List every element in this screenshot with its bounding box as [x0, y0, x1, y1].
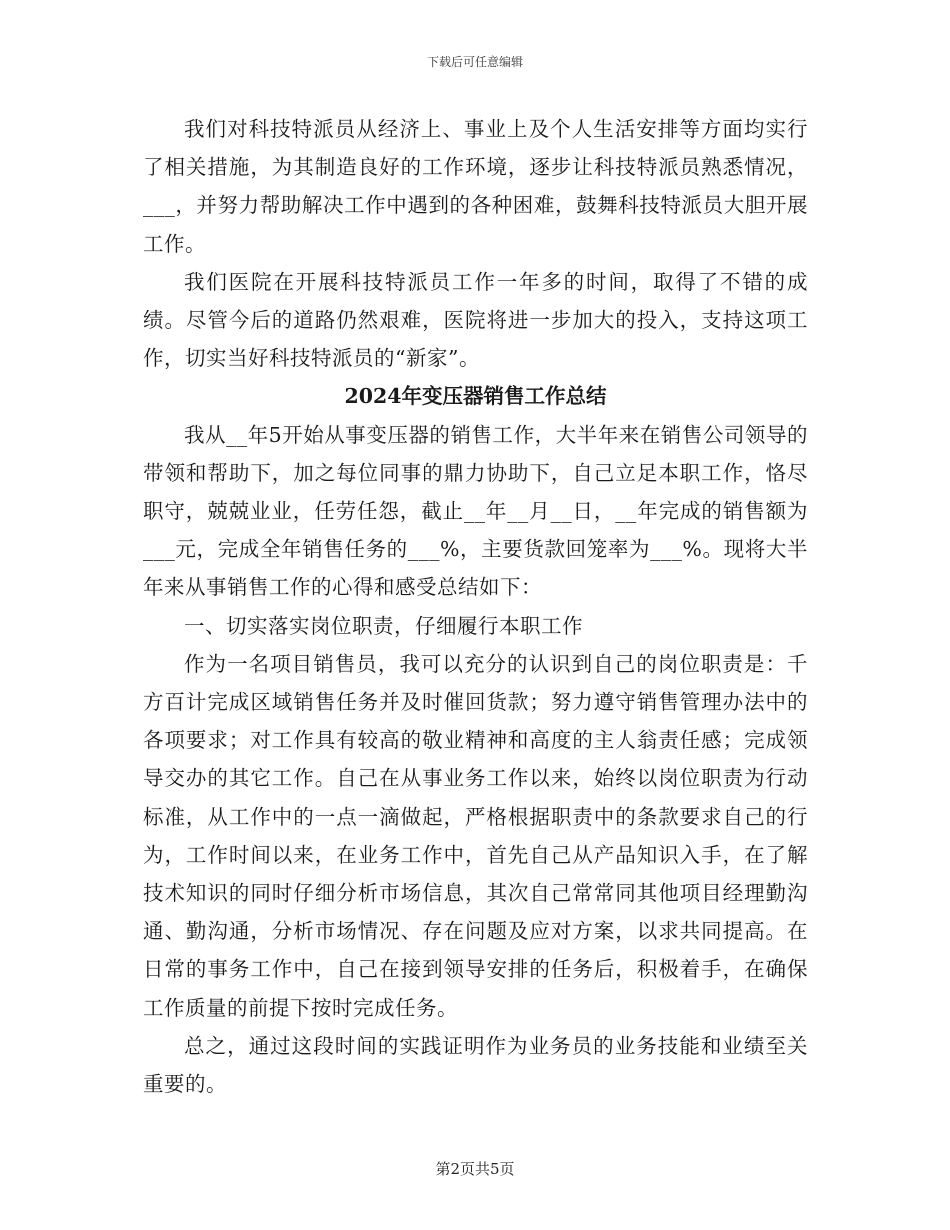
section-heading: 一、切实落实岗位职责，仔细履行本职工作: [184, 613, 583, 638]
section-title: 2024年变压器销售工作总结: [344, 384, 607, 409]
paragraph: 总之，通过这段时间的实践证明作为业务员的业务技能和业绩至关重要的。: [143, 1033, 808, 1097]
document-body: [143, 110, 808, 1103]
paragraph: 我们医院在开展科技特派员工作一年多的时间，取得了不错的成绩。尽管今后的道路仍然艰难，医院将进一步加大的投入，支持这项工作，切实当好科技特派员的“新家”。: [143, 269, 808, 371]
page-header: 下载后可任意编辑: [426, 55, 523, 69]
paragraph: 我从__年5开始从事变压器的销售工作，大半年来在销售公司领导的带领和帮助下，加之每位同事的鼎力协助下，自己立足本职工作，恪尽职守，兢兢业业，任劳任怨，截止__年__月__日，__年完成的销售额为___元，完成全年销售任务的___%，主要货款回笼率为___%。现将大半年来从事销售工作的心得和感受总结如下：: [143, 422, 808, 600]
page-number: 第2页共5页: [435, 1160, 515, 1178]
paragraph: 我们对科技特派员从经济上、事业上及个人生活安排等方面均实行了相关措施，为其制造良好的工作环境，逐步让科技特派员熟悉情况，___，并努力帮助解决工作中遇到的各种困难，鼓舞科技特派员大胆开展工作。: [143, 117, 808, 256]
paragraph: 作为一名项目销售员，我可以充分的认识到自己的岗位职责是：千方百计完成区域销售任务并及时催回货款；努力遵守销售管理办法中的各项要求；对工作具有较高的敬业精神和高度的主人翁责任感；完成领导交办的其它工作。自己在从事业务工作以来，始终以岗位职责为行动标准，从工作中的一点一滴做起，严格根据职责中的条款要求自己的行为，工作时间以来，在业务工作中，首先自己从产品知识入手，在了解技术知识的同时仔细分析市场信息，其次自己常常同其他项目经理勤沟通、勤沟通，分析市场情况、存在问题及应对方案，以求共同提高。在日常的事务工作中，自己在接到领导安排的任务后，积极着手，在确保工作质量的前提下按时完成任务。: [143, 651, 808, 1020]
